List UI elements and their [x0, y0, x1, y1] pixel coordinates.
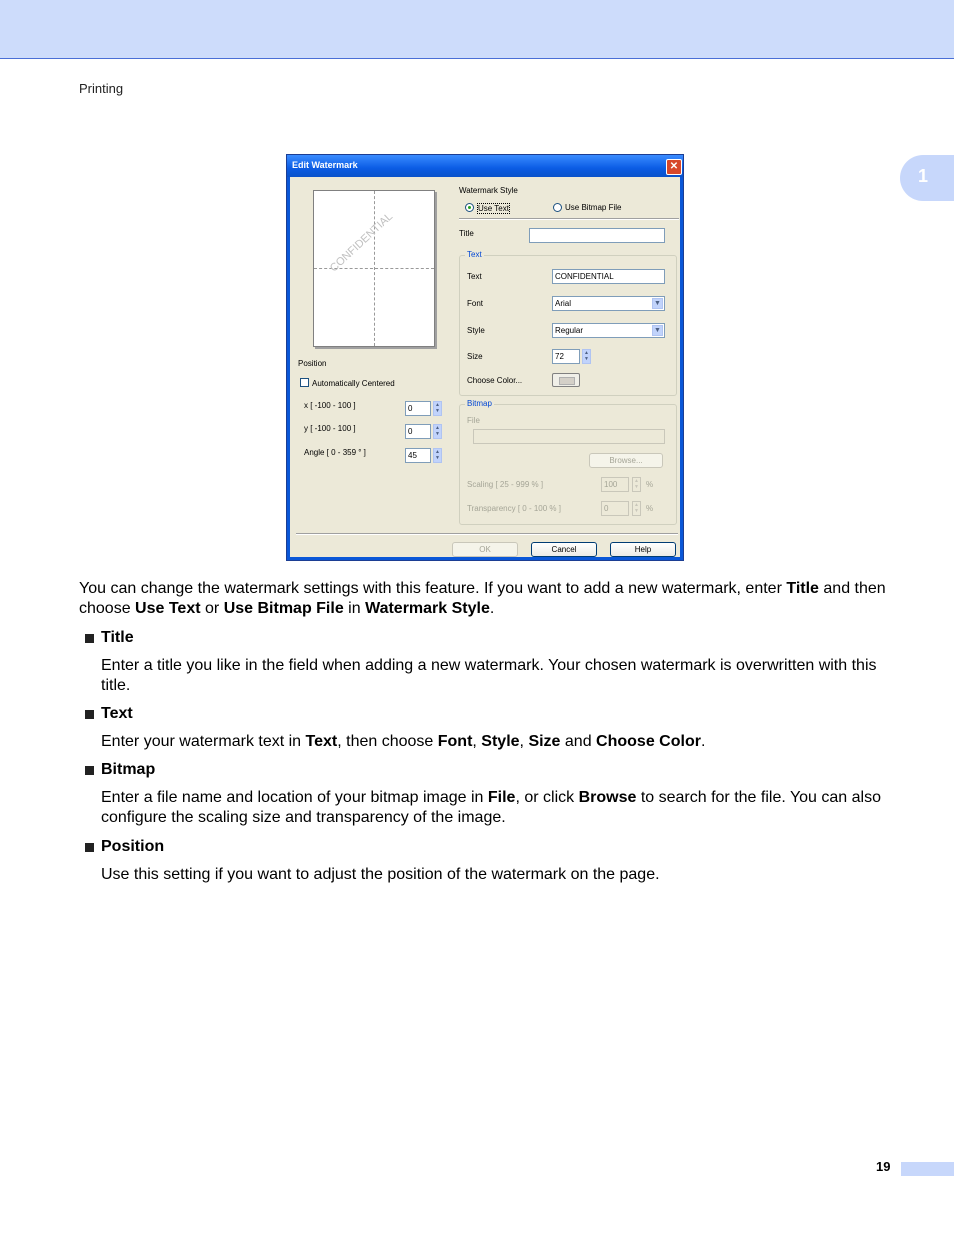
item-heading: Text	[101, 705, 133, 722]
item-bold: Text	[305, 733, 338, 750]
style-label: Style	[467, 326, 485, 335]
style-select[interactable]	[552, 323, 665, 338]
chapter-number: 1	[918, 166, 929, 186]
title-input[interactable]	[529, 228, 665, 243]
y-label: y [ -100 - 100 ]	[304, 424, 356, 433]
title-label: Title	[459, 229, 474, 238]
spin-up-icon[interactable]: ▲	[584, 350, 589, 356]
dialog-titlebar[interactable]	[287, 155, 683, 177]
close-icon[interactable]: ✕	[666, 159, 682, 175]
item-text: Enter a file name and location of your bitmap image in	[101, 789, 488, 806]
use-text-radio[interactable]	[465, 203, 474, 212]
preview-watermark: CONFIDENTIAL	[327, 210, 396, 275]
text-label: Text	[467, 272, 482, 281]
item-body	[101, 865, 901, 885]
transparency-label: Transparency [ 0 - 100 % ]	[467, 504, 561, 513]
x-label: x [ -100 - 100 ]	[304, 401, 356, 410]
item-bold: File	[487, 789, 516, 806]
size-spinner[interactable]	[582, 349, 591, 364]
item-text: Enter your watermark text in	[101, 733, 306, 750]
spin-down-icon[interactable]: ▼	[435, 431, 440, 437]
spin-down-icon[interactable]: ▼	[634, 484, 639, 490]
choose-color-label: Choose Color...	[467, 376, 523, 385]
bullet-icon	[85, 766, 94, 775]
intro-text: or	[200, 600, 224, 617]
button-divider	[296, 533, 678, 535]
x-input[interactable]: 0	[405, 401, 431, 416]
scaling-percent: %	[646, 480, 654, 489]
intro-bold: Use Text	[135, 600, 201, 617]
item-bold: Size	[528, 733, 561, 750]
x-spinner[interactable]	[433, 401, 442, 416]
spin-down-icon[interactable]: ▼	[584, 356, 589, 362]
dialog-title: Edit Watermark	[292, 160, 358, 170]
intro-text: .	[489, 600, 495, 617]
intro-bold: Watermark Style	[365, 600, 490, 617]
bullet-icon	[85, 843, 94, 852]
cancel-button[interactable]: Cancel	[531, 542, 597, 557]
angle-input[interactable]: 45	[405, 448, 431, 463]
spin-down-icon[interactable]: ▼	[435, 455, 440, 461]
file-label: File	[467, 416, 480, 425]
spin-up-icon[interactable]: ▲	[435, 402, 440, 408]
item-text: ,	[519, 733, 529, 750]
spin-up-icon[interactable]: ▲	[435, 425, 440, 431]
header-band	[0, 0, 954, 59]
item-text: ,	[472, 733, 482, 750]
item-text: to search for the file. You can also configure the scaling size and transparency of the image.	[101, 789, 881, 826]
font-value: Arial	[555, 299, 572, 308]
section-title: Printing	[79, 81, 124, 96]
color-swatch	[559, 377, 575, 385]
spin-up-icon[interactable]: ▲	[634, 502, 639, 508]
help-button[interactable]: Help	[610, 542, 676, 557]
bitmap-group-title: Bitmap	[467, 399, 492, 408]
size-input[interactable]: 72	[552, 349, 580, 364]
intro-text: and then choose	[79, 580, 886, 617]
browse-button[interactable]: Browse...	[589, 453, 663, 468]
page-number-bar	[901, 1162, 954, 1176]
item-text: , or click	[515, 789, 579, 806]
item-text: Enter a title you like in the field when adding a new watermark. Your chosen watermark is overwritten with this title.	[101, 657, 877, 694]
item-bold: Choose Color	[596, 733, 701, 750]
use-bitmap-label[interactable]: Use Bitmap File	[565, 203, 622, 212]
file-input[interactable]	[473, 429, 665, 444]
scaling-label: Scaling [ 25 - 999 % ]	[467, 480, 544, 489]
item-bold: Style	[481, 733, 520, 750]
item-text: Use this setting if you want to adjust the position of the watermark on the page.	[101, 866, 660, 883]
scaling-spinner[interactable]	[632, 477, 641, 492]
item-heading: Title	[101, 629, 134, 646]
spin-up-icon[interactable]: ▲	[634, 478, 639, 484]
y-spinner[interactable]	[433, 424, 442, 439]
transparency-input[interactable]: 0	[601, 501, 629, 516]
auto-centered-label: Automatically Centered	[312, 379, 395, 388]
item-bold: Font	[437, 733, 473, 750]
font-label: Font	[467, 299, 484, 308]
text-group-title: Text	[467, 250, 482, 259]
ok-button[interactable]: OK	[452, 542, 518, 557]
chevron-down-icon[interactable]: ▼	[652, 325, 663, 336]
spin-down-icon[interactable]: ▼	[435, 408, 440, 414]
page-preview	[313, 190, 435, 347]
intro-bold: Use Bitmap File	[223, 600, 344, 617]
intro-text: in	[343, 600, 366, 617]
font-select[interactable]	[552, 296, 665, 311]
angle-label: Angle [ 0 - 359 ° ]	[304, 448, 366, 457]
chapter-tab	[900, 155, 954, 201]
size-label: Size	[467, 352, 483, 361]
item-text: and	[560, 733, 597, 750]
item-bold: Browse	[578, 789, 637, 806]
use-text-label[interactable]: Use Text	[478, 204, 509, 213]
position-label: Position	[298, 359, 327, 368]
spin-up-icon[interactable]: ▲	[435, 449, 440, 455]
intro-paragraph	[79, 579, 899, 619]
item-heading: Position	[101, 838, 165, 855]
item-body	[101, 788, 901, 828]
auto-centered-checkbox[interactable]	[300, 378, 309, 387]
dialog-body	[290, 177, 680, 557]
chevron-down-icon[interactable]: ▼	[652, 298, 663, 309]
item-text: , then choose	[337, 733, 438, 750]
transparency-percent: %	[646, 504, 654, 513]
item-text: .	[700, 733, 706, 750]
y-input[interactable]: 0	[405, 424, 431, 439]
scaling-input[interactable]: 100	[601, 477, 629, 492]
style-divider	[459, 218, 679, 220]
use-bitmap-radio[interactable]	[553, 203, 562, 212]
item-heading: Bitmap	[101, 761, 156, 778]
item-body	[101, 732, 901, 752]
edit-watermark-dialog	[286, 154, 684, 561]
transparency-spinner[interactable]	[632, 501, 641, 516]
page-number: 19	[876, 1159, 891, 1174]
style-value: Regular	[555, 326, 584, 335]
watermark-style-label: Watermark Style	[459, 186, 518, 195]
spin-down-icon[interactable]: ▼	[634, 508, 639, 514]
text-input[interactable]: CONFIDENTIAL	[552, 269, 665, 284]
item-body	[101, 656, 901, 696]
intro-bold: Title	[786, 580, 819, 597]
angle-spinner[interactable]	[433, 448, 442, 463]
choose-color-button[interactable]	[552, 373, 580, 387]
bullet-icon	[85, 634, 94, 643]
bullet-icon	[85, 710, 94, 719]
intro-text: You can change the watermark settings with this feature. If you want to add a new watermark, enter	[79, 580, 787, 597]
